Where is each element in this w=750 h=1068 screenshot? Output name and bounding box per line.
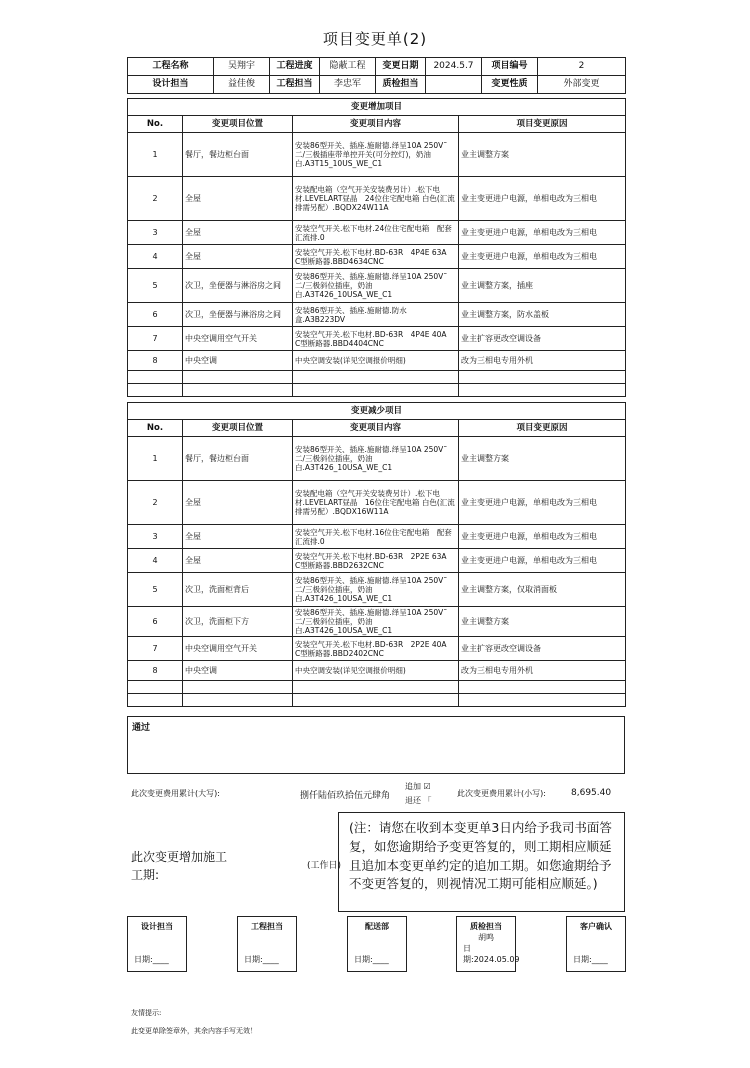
notice-box: (注：请您在收到本变更单3日内给予我司书面答复，如您逾期给予变更答复的，则工期相应顺延且追加本变更单约定的追加工期。如您逾期给予不变更答复的，则视情况工期可能相应顺延。) <box>338 812 625 912</box>
row-location: 全屋 <box>183 549 293 573</box>
nature-label: 变更性质 <box>482 76 538 94</box>
row-location: 中央空调 <box>183 351 293 371</box>
row-content: 安装空气开关.松下电材.16位住宅配电箱 配套汇流排.0 <box>293 525 459 549</box>
row-reason: 业主扩容更改空调设备 <box>459 327 626 351</box>
engineer-label: 工程担当 <box>270 76 320 94</box>
sign-date <box>463 943 520 965</box>
row-location: 全屋 <box>183 245 293 269</box>
table-row <box>128 245 626 269</box>
cost-upper-value: 捌仟陆佰玖拾伍元肆角 <box>300 791 391 801</box>
workday-label: (工作日) <box>307 861 342 871</box>
tip-text: 此变更单除签章外，其余内容手写无效！ <box>131 1027 257 1035</box>
project-name-label: 工程名称 <box>128 58 214 76</box>
table-row <box>128 481 626 525</box>
row-content: 安装空气开关.松下电材.BD-63R 2P2E 40A C型断路器.BBD2402CNC <box>293 637 459 661</box>
row-reason: 业主调整方案，防水盖板 <box>459 303 626 327</box>
refund-row <box>405 795 432 806</box>
sign-date-value: 2024.05.09 <box>473 955 520 964</box>
qc-label: 质检担当 <box>376 76 426 94</box>
col-no: No. <box>128 420 183 437</box>
sign-title: 配送部 <box>365 922 389 931</box>
table-row <box>128 607 626 637</box>
row-no: 1 <box>128 133 183 177</box>
add-checkbox[interactable]: ☑ <box>423 782 431 791</box>
project-no-label: 项目编号 <box>482 58 538 76</box>
increase-title: 变更增加项目 <box>128 99 626 116</box>
row-reason: 改为三相电专用外机 <box>459 661 626 681</box>
sign-box[interactable] <box>566 916 626 972</box>
col-no: No. <box>128 116 183 133</box>
row-content: 安装空气开关.松下电材.BD-63R 4P4E 40A C型断路器.BBD4404CNC <box>293 327 459 351</box>
row-no: 5 <box>128 573 183 607</box>
row-no: 1 <box>128 437 183 481</box>
add-label: 追加 <box>405 782 421 791</box>
nature-value: 外部变更 <box>538 76 626 94</box>
empty-row <box>128 681 626 694</box>
row-location: 中央空调 <box>183 661 293 681</box>
row-reason: 业主调整方案，插座 <box>459 269 626 303</box>
empty-cell <box>293 694 459 707</box>
sign-date <box>134 954 169 965</box>
table-row <box>128 437 626 481</box>
empty-cell <box>459 384 626 397</box>
table-row <box>128 573 626 607</box>
empty-cell <box>128 694 183 707</box>
row-no: 6 <box>128 303 183 327</box>
row-location: 次卫，坐便器与淋浴房之间 <box>183 269 293 303</box>
sign-title: 质检担当 <box>470 922 502 931</box>
sign-date <box>573 954 608 965</box>
col-location: 变更项目位置 <box>183 116 293 133</box>
decrease-title: 变更减少项目 <box>128 403 626 420</box>
row-no: 4 <box>128 549 183 573</box>
row-location: 全屋 <box>183 177 293 221</box>
empty-cell <box>183 694 293 707</box>
col-reason: 项目变更原因 <box>459 116 626 133</box>
sign-date-label: 日期: <box>354 955 373 964</box>
empty-cell <box>459 694 626 707</box>
period-label <box>131 848 227 884</box>
row-location: 全屋 <box>183 481 293 525</box>
change-date-value: 2024.5.7 <box>426 58 482 76</box>
empty-cell <box>183 384 293 397</box>
col-location: 变更项目位置 <box>183 420 293 437</box>
cost-lower-label: 此次变更费用累计(小写): <box>457 789 546 798</box>
row-content: 安装空气开关.松下电材.BD-63R 2P2E 63A C型断路器.BBD2632CNC <box>293 549 459 573</box>
sign-date-label: 日期: <box>134 955 153 964</box>
empty-row <box>128 371 626 384</box>
empty-cell <box>183 371 293 384</box>
row-no: 3 <box>128 525 183 549</box>
designer-value: 益佳俊 <box>214 76 270 94</box>
sign-box[interactable] <box>127 916 187 972</box>
project-no-value: 2 <box>538 58 626 76</box>
sign-title: 设计担当 <box>141 922 173 931</box>
sign-date-label: 日期: <box>463 944 474 964</box>
row-content: 中央空调安装(详见空调报价明细) <box>293 351 459 371</box>
row-content: 安装空气开关.松下电材.24位住宅配电箱 配套汇流排.0 <box>293 221 459 245</box>
empty-cell <box>293 384 459 397</box>
project-name-value: 吴翔宇 <box>214 58 270 76</box>
row-content: 安装86型开关、插座.施耐德.绎呈10A 250V˜二/三极斜位插座，奶油白.A3T426_10USA_WE_C1 <box>293 437 459 481</box>
col-reason: 项目变更原因 <box>459 420 626 437</box>
period-label-line2: 工期: <box>131 868 160 882</box>
row-reason: 业主调整方案 <box>459 437 626 481</box>
empty-row <box>128 694 626 707</box>
sign-box[interactable] <box>456 916 520 972</box>
col-content: 变更项目内容 <box>293 420 459 437</box>
change-date-label: 变更日期 <box>376 58 426 76</box>
table-row <box>128 525 626 549</box>
empty-cell <box>128 681 183 694</box>
table-row <box>128 303 626 327</box>
row-content: 安装86型开关、插座.施耐德.绎呈10A 250V˜二/三极斜位插座，奶油白.A3T426_10USA_WE_C1 <box>293 607 459 637</box>
row-content: 安装空气开关.松下电材.BD-63R 4P4E 63A C型断路器.BBD4634CNC <box>293 245 459 269</box>
row-no: 5 <box>128 269 183 303</box>
empty-cell <box>459 681 626 694</box>
row-location: 中央空调用空气开关 <box>183 327 293 351</box>
row-no: 8 <box>128 661 183 681</box>
row-location: 中央空调用空气开关 <box>183 637 293 661</box>
row-reason: 业主变更进户电源，单相电改为三相电 <box>459 245 626 269</box>
empty-cell <box>293 681 459 694</box>
row-content: 安装86型开关、插座.施耐德.绎呈10A 250V˜二/三极插座带单控开关(可分控灯)，奶油白.A3T15_10US_WE_C1 <box>293 133 459 177</box>
sign-date-label: 日期: <box>573 955 592 964</box>
decrease-table <box>127 402 626 707</box>
table-row <box>128 327 626 351</box>
row-content: 安装86型开关、插座.施耐德.绎呈10A 250V˜二/三极斜位插座，奶油白.A3T426_10USA_WE_C1 <box>293 573 459 607</box>
pass-box <box>127 716 625 774</box>
pass-label: 通过 <box>132 723 151 733</box>
row-no: 6 <box>128 607 183 637</box>
add-row <box>405 781 431 792</box>
row-content: 安装86型开关、插座.施耐德.防水盒.A3B223DV <box>293 303 459 327</box>
row-no: 7 <box>128 327 183 351</box>
row-no: 2 <box>128 177 183 221</box>
qc-value <box>426 76 482 94</box>
row-location: 次卫，坐便器与淋浴房之间 <box>183 303 293 327</box>
empty-cell <box>183 681 293 694</box>
table-row <box>128 133 626 177</box>
empty-cell <box>128 371 183 384</box>
row-reason: 业主变更进户电源，单相电改为三相电 <box>459 481 626 525</box>
increase-table <box>127 98 626 397</box>
row-reason: 业主变更进户电源，单相电改为三相电 <box>459 221 626 245</box>
table-row <box>128 269 626 303</box>
row-location: 餐厅，餐边柜台面 <box>183 133 293 177</box>
sign-date-value: ____ <box>152 955 169 964</box>
sign-date <box>354 954 389 965</box>
col-content: 变更项目内容 <box>293 116 459 133</box>
empty-cell <box>128 384 183 397</box>
sign-date-value: ____ <box>591 955 608 964</box>
row-reason: 业主调整方案，仅取消面板 <box>459 573 626 607</box>
row-location: 次卫，洗面柜背后 <box>183 573 293 607</box>
row-reason: 业主变更进户电源，单相电改为三相电 <box>459 525 626 549</box>
row-location: 全屋 <box>183 525 293 549</box>
table-row <box>128 221 626 245</box>
sign-date-value: ____ <box>372 955 389 964</box>
sign-date-value: ____ <box>262 955 279 964</box>
table-row <box>128 549 626 573</box>
refund-checkbox[interactable]: 「 <box>423 796 432 805</box>
page-title: 项目变更单(2) <box>322 30 428 48</box>
row-no: 3 <box>128 221 183 245</box>
sign-name: 胡鸣 <box>478 933 494 942</box>
row-content: 安装配电箱（空气开关安装费另计）.松下电材.LEVELART昼晶 16位住宅配电箱 白色(汇流排需另配）.BQDX16W11A <box>293 481 459 525</box>
empty-row <box>128 384 626 397</box>
row-location: 全屋 <box>183 221 293 245</box>
empty-cell <box>293 371 459 384</box>
sign-title: 客户确认 <box>580 922 612 931</box>
progress-label: 工程进度 <box>270 58 320 76</box>
row-location: 餐厅，餐边柜台面 <box>183 437 293 481</box>
sign-date <box>244 954 279 965</box>
empty-cell <box>459 371 626 384</box>
row-reason: 业主调整方案 <box>459 607 626 637</box>
row-content: 安装86型开关、插座.施耐德.绎呈10A 250V˜二/三极斜位插座，奶油白.A3T426_10USA_WE_C1 <box>293 269 459 303</box>
sign-box[interactable] <box>237 916 297 972</box>
row-reason: 业主变更进户电源，单相电改为三相电 <box>459 549 626 573</box>
sign-date-label: 日期: <box>244 955 263 964</box>
header-table <box>127 57 626 94</box>
designer-label: 设计担当 <box>128 76 214 94</box>
table-row <box>128 177 626 221</box>
tip-label: 友情提示: <box>131 1009 162 1017</box>
row-no: 4 <box>128 245 183 269</box>
refund-label: 退还 <box>405 796 421 805</box>
sign-box[interactable] <box>347 916 407 972</box>
row-content: 安装配电箱（空气开关安装费另计）.松下电材.LEVELART昼晶 24位住宅配电箱 白色(汇流排需另配）.BQDX24W11A <box>293 177 459 221</box>
cost-upper-label: 此次变更费用累计(大写): <box>131 789 220 798</box>
table-row <box>128 637 626 661</box>
row-no: 8 <box>128 351 183 371</box>
cost-lower-value: 8,695.40 <box>571 788 612 798</box>
engineer-value: 李忠军 <box>320 76 376 94</box>
row-content: 中央空调安装(详见空调报价明细) <box>293 661 459 681</box>
row-reason: 业主扩容更改空调设备 <box>459 637 626 661</box>
row-location: 次卫，洗面柜下方 <box>183 607 293 637</box>
period-label-line1: 此次变更增加施工 <box>131 850 228 864</box>
row-reason: 业主调整方案 <box>459 133 626 177</box>
table-row <box>128 351 626 371</box>
row-no: 7 <box>128 637 183 661</box>
row-reason: 业主变更进户电源，单相电改为三相电 <box>459 177 626 221</box>
row-no: 2 <box>128 481 183 525</box>
sign-title: 工程担当 <box>251 922 283 931</box>
progress-value: 隐蔽工程 <box>320 58 376 76</box>
table-row <box>128 661 626 681</box>
row-reason: 改为三相电专用外机 <box>459 351 626 371</box>
